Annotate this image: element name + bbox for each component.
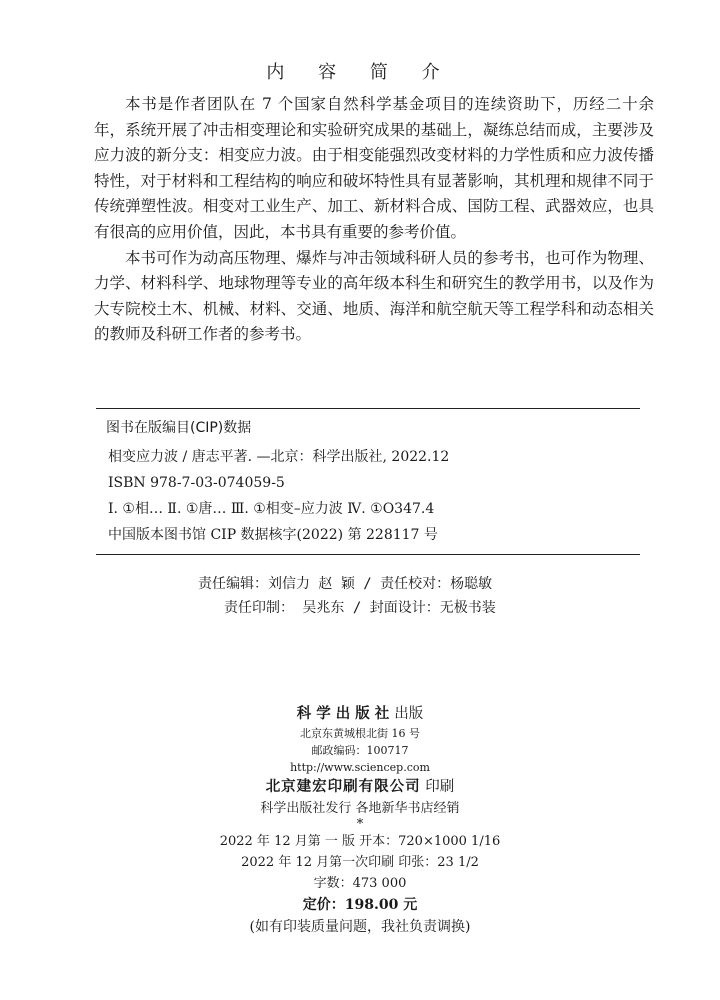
cip-number-line: 中国版本图书馆 CIP 数据核字(2022) 第 228117 号	[108, 527, 438, 543]
printer-name: 北京建宏印刷有限公司	[265, 778, 421, 795]
cip-data-block	[96, 408, 640, 555]
cip-top-rule	[96, 408, 640, 409]
publisher-website: http://www.sciencep.com	[290, 761, 430, 774]
publisher-line	[0, 703, 720, 725]
cip-classification-line: Ⅰ. ①相… Ⅱ. ①唐… Ⅲ. ①相变–应力波 Ⅳ. ①O347.4	[108, 501, 435, 517]
editorial-credits	[0, 572, 720, 620]
credits-production: 责任印制： 吴兆东 / 封面设计：无极书装	[224, 600, 496, 616]
cip-heading: 图书在版编目(CIP)数据	[106, 420, 252, 436]
price-line	[0, 894, 720, 916]
edition-line: 2022 年 12 月第 一 版 开本：720×1000 1/16	[219, 834, 501, 849]
publisher-suffix: 出版	[394, 706, 424, 722]
printer-suffix: 印刷	[425, 779, 455, 795]
cip-title-line: 相变应力波 / 唐志平著. —北京：科学出版社, 2022.12	[108, 449, 450, 465]
printing-line: 2022 年 12 月第一次印刷 印张：23 1/2	[241, 855, 479, 870]
distribution-line: 科学出版社发行 各地新华书店经销	[260, 801, 460, 816]
separator-asterisk: *	[356, 817, 364, 832]
publisher-address: 北京东黄城根北街 16 号	[300, 727, 420, 740]
credits-editors: 责任编辑：刘信力 赵 颖 / 责任校对：杨聪敏	[198, 576, 493, 592]
imprint-block	[0, 703, 720, 938]
price-label: 定价：	[302, 897, 345, 913]
page-title: 内 容 简 介	[266, 62, 454, 83]
word-count: 字数：473 000	[313, 876, 407, 891]
summary-paragraph-1: 本书是作者团队在 7 个国家自然科学基金项目的连续资助下，历经二十余年，系统开展了冲击相变理论和实验研究成果的基础上，凝练总结而成，主要涉及应力波的新分支：相变应力波。由于相变能强烈改变材料的力学性质和应力波传播特性，对于材料和工程结构的响应和破坏特性具有显著影响，其机理和规律不同于传统弹塑性波。相变对工业生产、加工、新材料合成、国防工程、武器效应，也具有很高的应用价值，因此，本书具有重要的参考价值。	[94, 95, 654, 241]
publisher-postcode: 邮政编码：100717	[311, 744, 409, 757]
quality-note: (如有印装质量问题，我社负责调换)	[249, 919, 471, 935]
cip-bottom-rule	[96, 554, 640, 555]
cip-isbn-line: ISBN 978-7-03-074059-5	[108, 475, 285, 491]
publisher-name: 科学出版社	[296, 705, 395, 722]
printer-line	[0, 776, 720, 798]
price-value: 198.00 元	[344, 897, 418, 913]
cip-entries	[108, 444, 640, 548]
summary-paragraph-2: 本书可作为动高压物理、爆炸与冲击领域科研人员的参考书，也可作为物理、力学、材料科学、地球物理等专业的高年级本科生和研究生的教学用书，以及作为大专院校土木、机械、材料、交通、地质、海洋和航空航天等工程学科和动态相关的教师及科研工作者的参考书。	[94, 248, 654, 344]
content-summary	[94, 92, 654, 348]
